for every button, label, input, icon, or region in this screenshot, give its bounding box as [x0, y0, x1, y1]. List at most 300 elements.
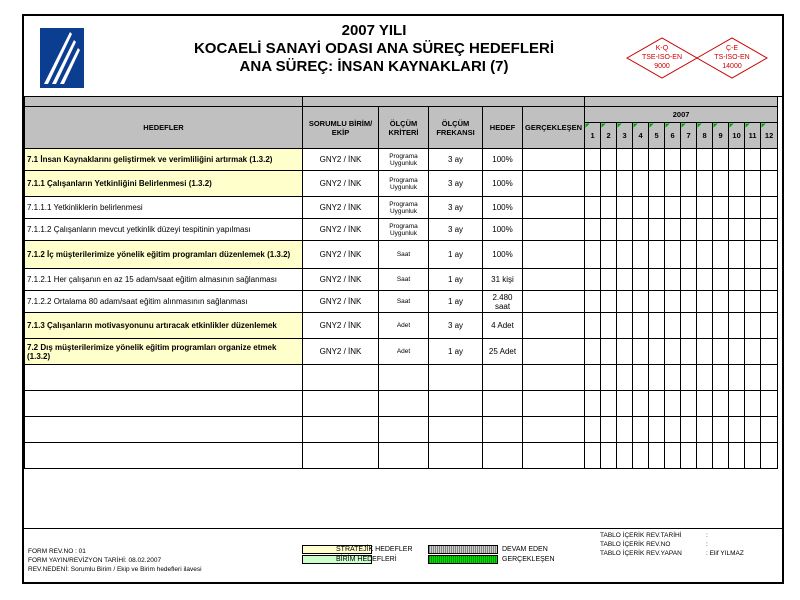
month-cell [697, 339, 713, 365]
goal-cell: 7.2 Dış müşterilerimize yönelik eğitim programları organize etmek (1.3.2) [25, 339, 303, 365]
empty-cell [745, 443, 761, 469]
month-col-header: 6 [665, 123, 681, 149]
month-cell [697, 219, 713, 241]
empty-row [25, 365, 778, 391]
form-header [24, 16, 782, 97]
empty-cell [303, 365, 379, 391]
criterion-cell: Programa Uygunluk [379, 149, 429, 171]
month-cell [761, 219, 778, 241]
goal-cell: 7.1.1 Çalışanların Yetkinliğini Belirlenmesi (1.3.2) [25, 171, 303, 197]
cert2-line1: Ç-E [725, 45, 739, 52]
criterion-cell: Adet [379, 339, 429, 365]
frequency-cell: 3 ay [429, 219, 483, 241]
empty-cell [617, 443, 633, 469]
empty-cell [729, 443, 745, 469]
month-cell [745, 339, 761, 365]
month-cell [713, 269, 729, 291]
col-frequency: ÖLÇÜM FREKANSI [429, 107, 483, 149]
month-cell [601, 219, 617, 241]
target-cell: 100% [483, 171, 523, 197]
empty-cell [633, 443, 649, 469]
empty-cell [483, 391, 523, 417]
empty-cell [665, 391, 681, 417]
month-cell [713, 241, 729, 269]
month-cell [633, 149, 649, 171]
frequency-cell: 3 ay [429, 171, 483, 197]
month-cell [617, 313, 633, 339]
month-cell [649, 219, 665, 241]
cert1-line2: TSE-ISO-EN [641, 54, 683, 61]
col-actual: GERÇEKLEŞEN [523, 107, 585, 149]
month-cell [761, 313, 778, 339]
month-cell [729, 291, 745, 313]
month-cell [697, 241, 713, 269]
table-row [25, 269, 778, 291]
empty-cell [601, 391, 617, 417]
target-cell: 100% [483, 149, 523, 171]
empty-row [25, 391, 778, 417]
month-cell [601, 171, 617, 197]
empty-cell [601, 365, 617, 391]
gray-cell [585, 97, 778, 107]
month-cell [617, 149, 633, 171]
month-cell [729, 241, 745, 269]
goal-cell: 7.1.2 İç müşterilerimize yönelik eğitim programları düzenlemek (1.3.2) [25, 241, 303, 269]
empty-cell [713, 391, 729, 417]
empty-cell [681, 417, 697, 443]
table-rev-by-value: : Elif YILMAZ [706, 550, 744, 557]
gray-cell [303, 97, 585, 107]
target-cell: 100% [483, 219, 523, 241]
empty-cell [523, 417, 585, 443]
empty-cell [761, 365, 778, 391]
form-rev-no: FORM REV.NO : 01 [28, 548, 86, 555]
month-cell [649, 291, 665, 313]
empty-cell [681, 365, 697, 391]
month-cell [697, 269, 713, 291]
month-cell [729, 149, 745, 171]
month-cell [681, 149, 697, 171]
month-cell [761, 339, 778, 365]
month-cell [713, 171, 729, 197]
month-cell [585, 197, 601, 219]
empty-cell [697, 443, 713, 469]
empty-cell [697, 417, 713, 443]
month-cell [601, 269, 617, 291]
month-cell [585, 219, 601, 241]
table-rev-no-label: TABLO İÇERİK REV.NO [600, 541, 671, 548]
month-cell [729, 197, 745, 219]
empty-cell [379, 391, 429, 417]
goal-cell: 7.1.3 Çalışanların motivasyonunu artıracak etkinlikler düzenlemek [25, 313, 303, 339]
month-cell [713, 313, 729, 339]
criterion-cell: Programa Uygunluk [379, 197, 429, 219]
form-date: FORM YAYIN/REVİZYON TARİHİ: 08.02.2007 [28, 557, 162, 564]
empty-cell [617, 417, 633, 443]
form-footer [24, 528, 782, 583]
legend-done-label: GERÇEKLEŞEN [502, 556, 555, 563]
frequency-cell: 3 ay [429, 149, 483, 171]
month-cell [665, 313, 681, 339]
empty-cell [633, 417, 649, 443]
responsible-cell: GNY2 / İNK [303, 339, 379, 365]
month-cell [697, 149, 713, 171]
col-year: 2007 [585, 107, 778, 123]
month-col-header: 1 [585, 123, 601, 149]
title-year: 2007 YILI [341, 22, 407, 39]
month-cell [681, 269, 697, 291]
frequency-cell: 1 ay [429, 291, 483, 313]
actual-cell [523, 269, 585, 291]
goal-cell: 7.1.2.2 Ortalama 80 adam/saat eğitim alınmasının sağlanması [25, 291, 303, 313]
table-row [25, 291, 778, 313]
month-cell [713, 339, 729, 365]
responsible-cell: GNY2 / İNK [303, 197, 379, 219]
iso14000-badge-icon [697, 38, 767, 78]
month-cell [729, 171, 745, 197]
table-rev-by-label: TABLO İÇERİK REV.YAPAN [600, 550, 682, 557]
frequency-cell: 3 ay [429, 313, 483, 339]
form-sheet [22, 14, 784, 584]
table-row [25, 313, 778, 339]
month-cell [697, 197, 713, 219]
empty-cell [761, 417, 778, 443]
empty-cell [729, 365, 745, 391]
month-cell [601, 339, 617, 365]
month-col-header: 5 [649, 123, 665, 149]
empty-cell [681, 391, 697, 417]
month-cell [713, 291, 729, 313]
empty-cell [745, 391, 761, 417]
goal-cell: 7.1.1.1 Yetkinliklerin belirlenmesi [25, 197, 303, 219]
month-col-header: 4 [633, 123, 649, 149]
month-cell [729, 313, 745, 339]
target-cell: 100% [483, 197, 523, 219]
target-cell: 100% [483, 241, 523, 269]
month-cell [745, 149, 761, 171]
empty-cell [697, 365, 713, 391]
goal-cell: 7.1.2.1 Her çalışanın en az 15 adam/saat eğitim almasının sağlanması [25, 269, 303, 291]
month-cell [729, 339, 745, 365]
responsible-cell: GNY2 / İNK [303, 219, 379, 241]
month-cell [585, 291, 601, 313]
actual-cell [523, 219, 585, 241]
empty-cell [379, 365, 429, 391]
month-cell [681, 241, 697, 269]
month-cell [761, 197, 778, 219]
table-row [25, 197, 778, 219]
empty-cell [429, 365, 483, 391]
actual-cell [523, 291, 585, 313]
empty-cell [649, 443, 665, 469]
empty-cell [429, 391, 483, 417]
target-cell: 31 kişi [483, 269, 523, 291]
empty-cell [633, 365, 649, 391]
month-cell [697, 313, 713, 339]
month-col-header: 11 [745, 123, 761, 149]
month-cell [617, 269, 633, 291]
table-row [25, 149, 778, 171]
month-cell [665, 241, 681, 269]
month-cell [745, 269, 761, 291]
responsible-cell: GNY2 / İNK [303, 269, 379, 291]
legend-ongoing-label: DEVAM EDEN [502, 546, 548, 553]
form-info [28, 547, 202, 574]
criterion-cell: Saat [379, 241, 429, 269]
month-cell [761, 241, 778, 269]
empty-cell [25, 417, 303, 443]
month-cell [649, 149, 665, 171]
legend-strategic-label: STRATEJİK HEDEFLER [336, 546, 413, 553]
empty-row [25, 417, 778, 443]
empty-cell [585, 443, 601, 469]
actual-cell [523, 171, 585, 197]
empty-cell [665, 443, 681, 469]
goal-cell: 7.1.1.2 Çalışanların mevcut yetkinlik düzeyi tespitinin yapılması [25, 219, 303, 241]
empty-cell [25, 365, 303, 391]
top-gray-row [25, 97, 778, 107]
empty-cell [617, 365, 633, 391]
month-cell [745, 241, 761, 269]
responsible-cell: GNY2 / İNK [303, 171, 379, 197]
month-cell [665, 291, 681, 313]
month-col-header: 12 [761, 123, 778, 149]
month-cell [633, 197, 649, 219]
month-cell [729, 219, 745, 241]
month-col-header: 8 [697, 123, 713, 149]
empty-cell [697, 391, 713, 417]
month-cell [633, 339, 649, 365]
header-titles [164, 22, 584, 76]
month-cell [649, 241, 665, 269]
month-cell [649, 313, 665, 339]
legend-done-swatch [428, 555, 498, 564]
empty-cell [303, 391, 379, 417]
month-cell [681, 197, 697, 219]
month-cell [729, 269, 745, 291]
responsible-cell: GNY2 / İNK [303, 241, 379, 269]
month-cell [649, 171, 665, 197]
title-org: KOCAELİ SANAYİ ODASI ANA SÜREÇ HEDEFLERİ [193, 40, 555, 57]
month-cell [633, 313, 649, 339]
year-row [25, 107, 778, 123]
month-col-header: 9 [713, 123, 729, 149]
empty-cell [713, 365, 729, 391]
iso9000-badge-icon [627, 38, 697, 78]
table-rev-no-value: : [706, 541, 708, 548]
actual-cell [523, 241, 585, 269]
actual-cell [523, 313, 585, 339]
month-cell [745, 219, 761, 241]
col-goals: HEDEFLER [25, 107, 303, 149]
empty-cell [379, 417, 429, 443]
empty-cell [483, 443, 523, 469]
empty-row [25, 443, 778, 469]
empty-cell [523, 443, 585, 469]
actual-cell [523, 197, 585, 219]
empty-cell [745, 417, 761, 443]
table-row [25, 171, 778, 197]
month-cell [745, 313, 761, 339]
col-criterion: ÖLÇÜM KRİTERİ [379, 107, 429, 149]
month-cell [713, 197, 729, 219]
month-cell [681, 339, 697, 365]
empty-cell [761, 443, 778, 469]
title-process: ANA SÜREÇ: İNSAN KAYNAKLARI (7) [239, 58, 509, 75]
goal-cell: 7.1 İnsan Kaynaklarını geliştirmek ve verimliliğini artırmak (1.3.2) [25, 149, 303, 171]
empty-cell [729, 391, 745, 417]
month-cell [681, 291, 697, 313]
table-revision-info [600, 531, 744, 558]
empty-cell [713, 417, 729, 443]
criterion-cell: Programa Uygunluk [379, 219, 429, 241]
frequency-cell: 1 ay [429, 241, 483, 269]
col-responsible: SORUMLU BİRİM/ EKİP [303, 107, 379, 149]
month-cell [585, 171, 601, 197]
month-cell [681, 219, 697, 241]
month-cell [665, 149, 681, 171]
table-row [25, 219, 778, 241]
empty-cell [523, 365, 585, 391]
table-row [25, 339, 778, 365]
empty-cell [649, 391, 665, 417]
empty-cell [665, 417, 681, 443]
month-cell [665, 197, 681, 219]
empty-cell [585, 417, 601, 443]
target-cell: 25 Adet [483, 339, 523, 365]
month-cell [585, 149, 601, 171]
month-cell [665, 219, 681, 241]
table-row [25, 241, 778, 269]
month-cell [617, 291, 633, 313]
empty-cell [649, 365, 665, 391]
empty-cell [379, 443, 429, 469]
col-target: HEDEF [483, 107, 523, 149]
empty-cell [729, 417, 745, 443]
empty-cell [483, 365, 523, 391]
month-cell [585, 313, 601, 339]
month-cell [649, 269, 665, 291]
rev-reason: REV.NEDENİ: Sorumlu Birim / Ekip ve Birim hedefleri ilavesi [28, 566, 202, 573]
month-cell [633, 291, 649, 313]
criterion-cell: Adet [379, 313, 429, 339]
month-cell [761, 149, 778, 171]
month-cell [601, 291, 617, 313]
empty-cell [585, 391, 601, 417]
responsible-cell: GNY2 / İNK [303, 291, 379, 313]
target-cell: 2.480 saat [483, 291, 523, 313]
empty-cell [617, 391, 633, 417]
empty-cell [601, 417, 617, 443]
month-cell [585, 241, 601, 269]
month-cell [633, 219, 649, 241]
month-cell [617, 197, 633, 219]
month-cell [617, 219, 633, 241]
month-cell [617, 171, 633, 197]
month-col-header: 3 [617, 123, 633, 149]
month-col-header: 7 [681, 123, 697, 149]
cert1-line1: K-Q [655, 45, 669, 52]
frequency-cell: 1 ay [429, 269, 483, 291]
empty-cell [303, 417, 379, 443]
month-cell [601, 241, 617, 269]
frequency-cell: 1 ay [429, 339, 483, 365]
cert1-line3: 9000 [654, 63, 670, 70]
empty-cell [585, 365, 601, 391]
month-cell [633, 269, 649, 291]
criterion-cell: Saat [379, 269, 429, 291]
empty-cell [761, 391, 778, 417]
empty-cell [25, 443, 303, 469]
kso-logo-icon [40, 28, 84, 88]
month-cell [761, 291, 778, 313]
empty-cell [745, 365, 761, 391]
month-cell [601, 313, 617, 339]
criterion-cell: Saat [379, 291, 429, 313]
month-cell [649, 339, 665, 365]
cert2-line2: TS-ISO-EN [714, 54, 750, 61]
month-cell [761, 269, 778, 291]
empty-cell [25, 391, 303, 417]
month-cell [585, 339, 601, 365]
actual-cell [523, 339, 585, 365]
month-cell [745, 171, 761, 197]
month-cell [617, 241, 633, 269]
month-cell [617, 339, 633, 365]
empty-cell [633, 391, 649, 417]
month-cell [761, 171, 778, 197]
empty-cell [429, 417, 483, 443]
empty-cell [665, 365, 681, 391]
month-cell [745, 197, 761, 219]
criterion-cell: Programa Uygunluk [379, 171, 429, 197]
month-cell [585, 269, 601, 291]
empty-cell [429, 443, 483, 469]
actual-cell [523, 149, 585, 171]
month-cell [697, 171, 713, 197]
month-cell [745, 291, 761, 313]
month-cell [713, 219, 729, 241]
month-cell [665, 339, 681, 365]
cert2-line3: 14000 [722, 63, 742, 70]
month-cell [713, 149, 729, 171]
empty-cell [681, 443, 697, 469]
legend-unit-label: BİRİM HEDEFLERİ [336, 556, 397, 563]
month-cell [633, 241, 649, 269]
certification-badges [624, 28, 774, 88]
empty-cell [523, 391, 585, 417]
empty-cell [601, 443, 617, 469]
month-cell [681, 171, 697, 197]
table-rev-date-value: : [706, 532, 708, 539]
responsible-cell: GNY2 / İNK [303, 149, 379, 171]
legend-ongoing-swatch [428, 545, 498, 554]
table-rev-date-label: TABLO İÇERİK REV.TARİHİ [600, 532, 682, 539]
empty-cell [713, 443, 729, 469]
month-cell [665, 171, 681, 197]
goals-table [24, 96, 778, 469]
month-cell [649, 197, 665, 219]
empty-cell [483, 417, 523, 443]
month-cell [633, 171, 649, 197]
frequency-cell: 3 ay [429, 197, 483, 219]
month-cell [681, 313, 697, 339]
empty-cell [303, 443, 379, 469]
month-cell [601, 149, 617, 171]
target-cell: 4 Adet [483, 313, 523, 339]
month-col-header: 10 [729, 123, 745, 149]
responsible-cell: GNY2 / İNK [303, 313, 379, 339]
